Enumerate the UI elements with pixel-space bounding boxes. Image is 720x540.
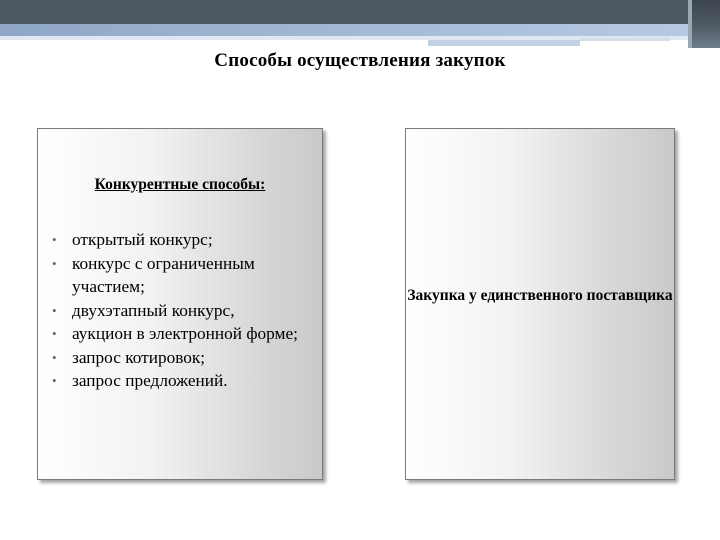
competitive-methods-card — [37, 128, 323, 480]
bullet-dot-icon: • — [52, 373, 57, 388]
bullet-dot-icon: • — [52, 302, 57, 318]
competitive-methods-list — [38, 228, 320, 393]
single-supplier-card — [405, 128, 675, 480]
single-supplier-text: Закупка у единственного поставщика — [407, 287, 673, 304]
banner-blue-band — [0, 24, 720, 36]
banner-dark-band — [0, 0, 720, 24]
bullet-dot-icon: • — [52, 349, 57, 365]
banner-corner-block — [692, 0, 720, 48]
list-item: • аукцион в электронной форме; — [38, 322, 320, 346]
banner-stripe-accent — [428, 40, 580, 46]
competitive-methods-heading: Конкурентные способы: — [94, 176, 266, 193]
bullet-dot-icon: • — [52, 326, 57, 341]
list-item: • конкурс с ограниченным участием; — [52, 253, 255, 296]
bullet-dot-icon: • — [52, 255, 57, 271]
list-item: • запрос предложений. — [38, 369, 320, 393]
slide-title: Способы осуществления закупок — [214, 50, 506, 71]
banner-stripe-accent-2 — [580, 38, 670, 41]
list-item: • двухэтапный конкурс, — [38, 299, 320, 323]
list-item: • запрос котировок; — [38, 346, 320, 370]
bullet-dot-icon: • — [52, 232, 57, 247]
top-banner — [0, 0, 720, 48]
list-item: • открытый конкурс; — [38, 228, 320, 252]
